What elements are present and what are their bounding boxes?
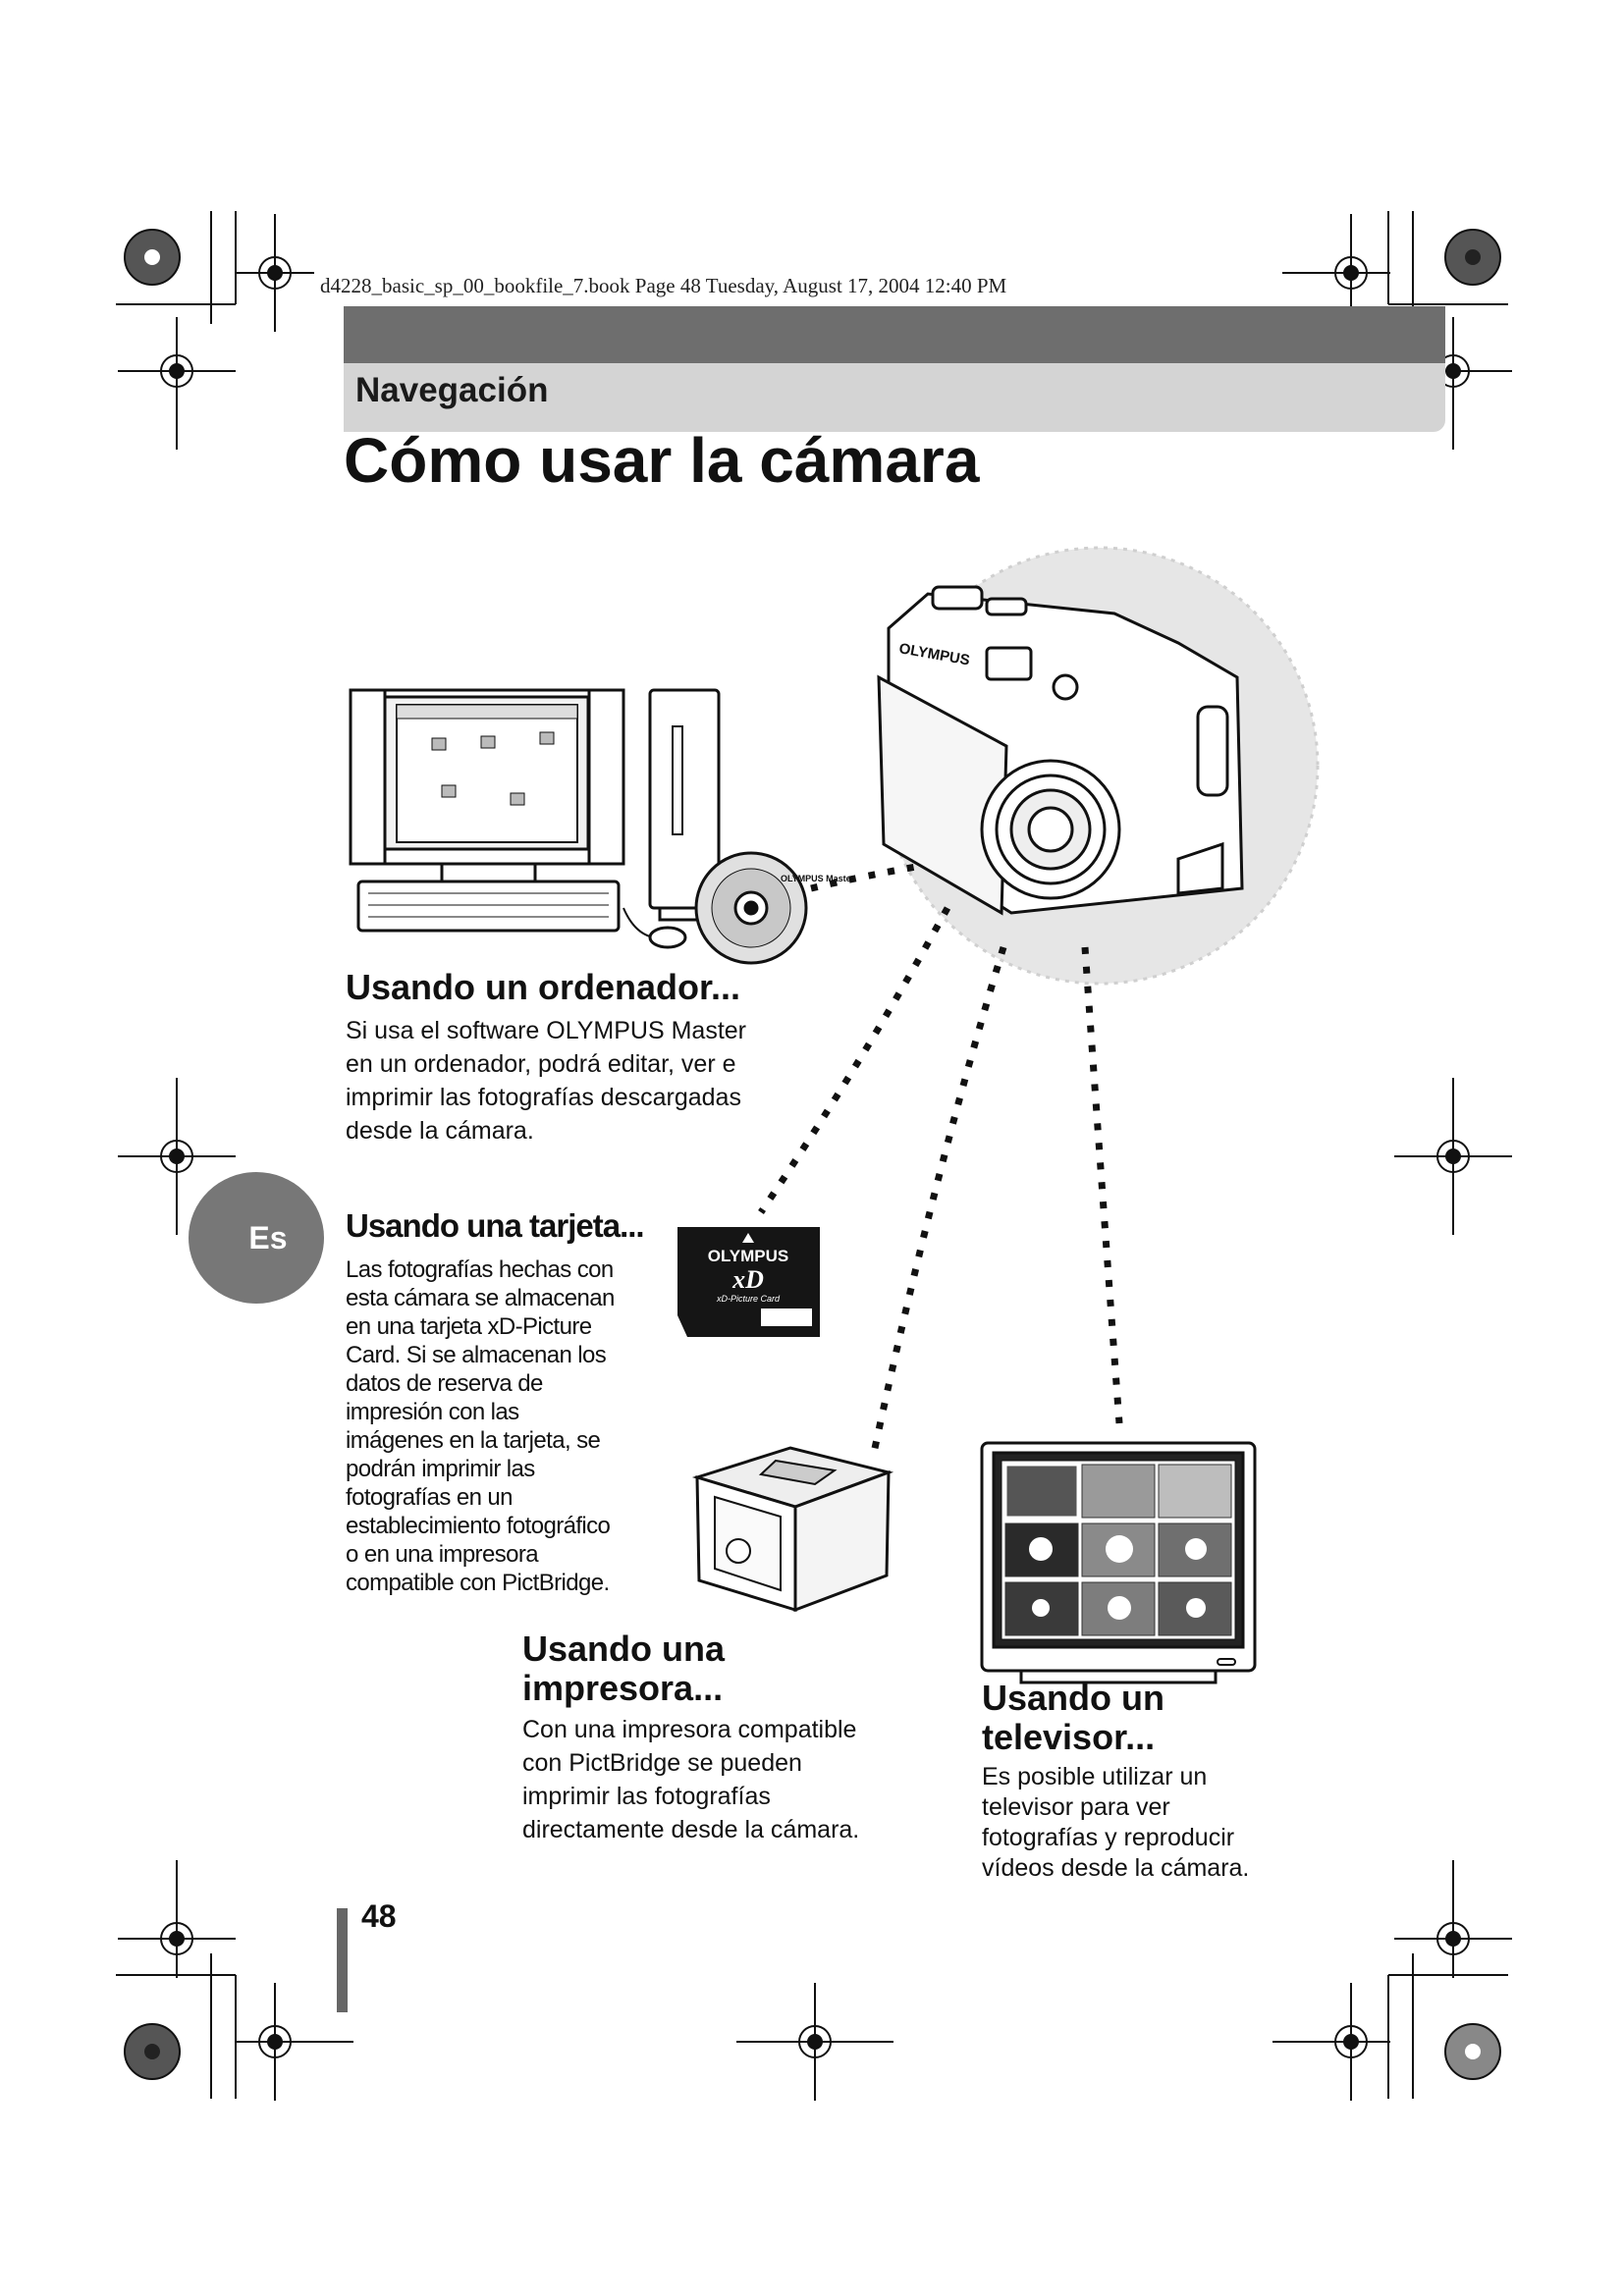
page-number-bar [337, 1908, 348, 2012]
xd-card-logo: xD [732, 1265, 764, 1294]
card-line: fotografías en un [346, 1484, 513, 1511]
printer-line: Con una impresora compatible [522, 1716, 857, 1743]
tv-line: fotografías y reproducir [982, 1824, 1235, 1851]
connector-tv [1085, 947, 1119, 1423]
card-line: establecimiento fotográfico [346, 1513, 611, 1539]
cd-illustration [696, 853, 855, 963]
xd-card-brand: OLYMPUS [707, 1247, 789, 1265]
page-title: Cómo usar la cámara [344, 425, 980, 496]
printer-line: directamente desde la cámara. [522, 1816, 860, 1843]
computer-heading: Usando un ordenador... [346, 967, 741, 1007]
tv-heading: Usando un televisor... [982, 1678, 1164, 1757]
printer-line: con PictBridge se pueden [522, 1749, 802, 1777]
printer-illustration [697, 1448, 889, 1610]
card-line: impresión con las [346, 1399, 519, 1425]
computer-line: Si usa el software OLYMPUS Master [346, 1017, 747, 1044]
card-description [346, 1255, 615, 1597]
card-line: o en una impresora [346, 1541, 538, 1568]
computer-illustration [351, 690, 719, 947]
tv-line: televisor para ver [982, 1793, 1170, 1821]
connector-card [761, 908, 947, 1212]
card-line: datos de reserva de [346, 1370, 543, 1397]
computer-line: en un ordenador, podrá editar, ver e [346, 1050, 736, 1078]
book-file-header: d4228_basic_sp_00_bookfile_7.book Page 48 Tuesday, August 17, 2004 12:40 PM [320, 274, 1007, 297]
card-line: Las fotografías hechas con [346, 1256, 614, 1283]
language-tab: Es [189, 1172, 324, 1304]
computer-description [346, 1014, 746, 1148]
card-line: podrán imprimir las [346, 1456, 535, 1482]
printer-heading: Usando una impresora... [522, 1629, 726, 1708]
computer-line: desde la cámara. [346, 1117, 534, 1145]
tv-line: Es posible utilizar un [982, 1763, 1208, 1790]
card-line: imágenes en la tarjeta, se [346, 1427, 601, 1454]
page-number: 48 [361, 1898, 397, 1934]
card-line: esta cámara se almacenan [346, 1285, 615, 1311]
card-line: compatible con PictBridge. [346, 1570, 610, 1596]
tv-illustration [982, 1443, 1255, 1682]
card-line: en una tarjeta xD-Picture [346, 1313, 592, 1340]
section-label: Navegación [355, 371, 549, 409]
tv-description [982, 1762, 1249, 1884]
cd-label: OLYMPUS Master [781, 874, 855, 883]
xd-card-type: xD-Picture Card [716, 1294, 781, 1304]
tv-line: vídeos desde la cámara. [982, 1854, 1250, 1882]
computer-line: imprimir las fotografías descargadas [346, 1084, 741, 1111]
camera-brand-label: OLYMPUS [897, 640, 971, 669]
card-heading: Usando una tarjeta... [346, 1207, 644, 1244]
printer-description [522, 1713, 859, 1846]
connector-printer [874, 947, 1003, 1453]
printer-line: imprimir las fotografías [522, 1783, 771, 1810]
xd-card-illustration [677, 1227, 820, 1337]
card-line: Card. Si se almacenan los [346, 1342, 607, 1368]
